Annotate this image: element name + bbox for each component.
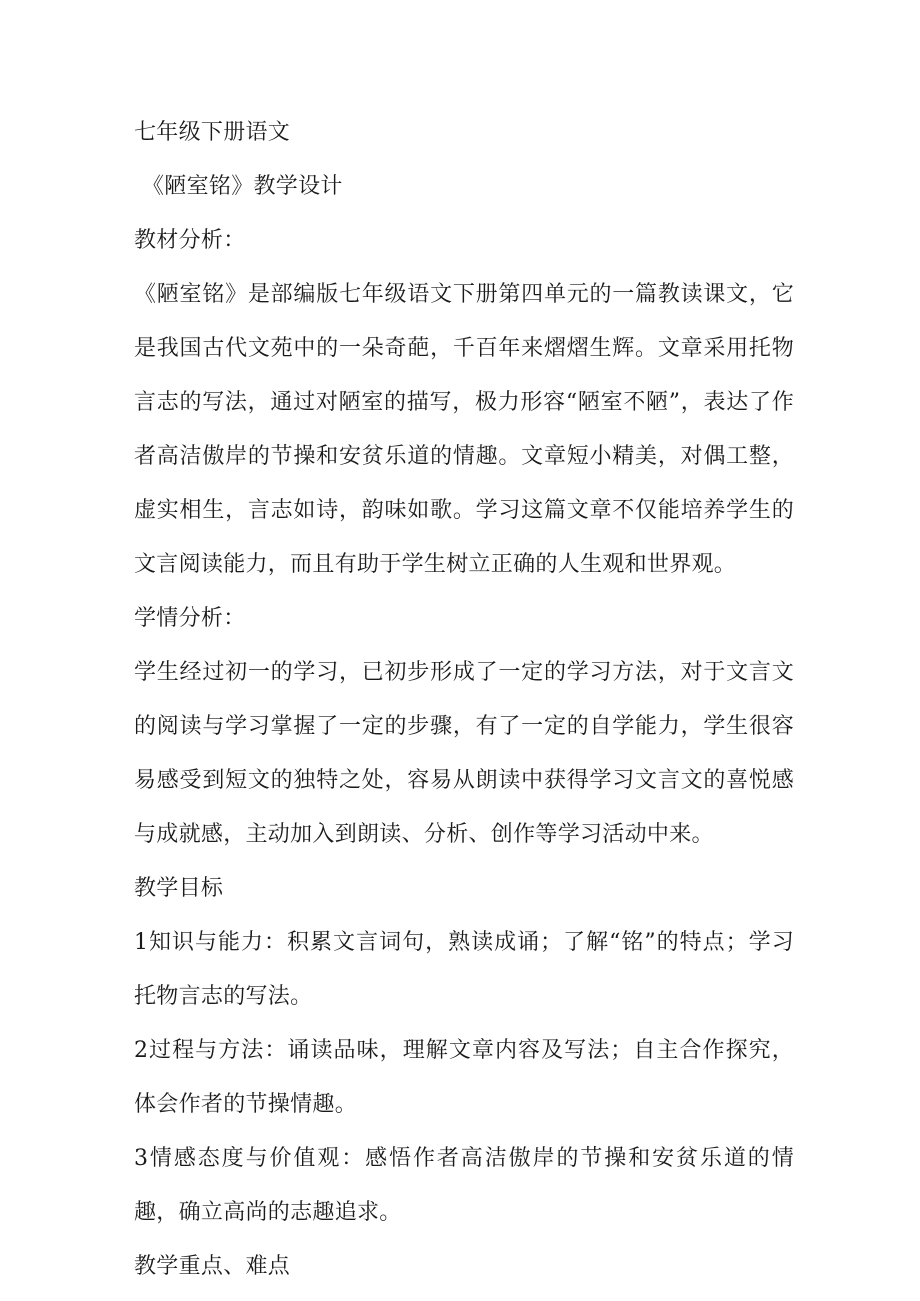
document-content <box>134 106 794 1294</box>
material-analysis-heading: 教材分析： <box>134 228 246 253</box>
goal-item-emotion: 3情感态度与价值观：感悟作者高洁傲岸的节操和安贫乐道的情趣，确立高尚的志趣追求。 <box>134 1146 794 1225</box>
goal-item-knowledge: 1知识与能力：积累文言词句，熟读成诵；了解“铭”的特点；学习托物言志的写法。 <box>134 930 794 1009</box>
teaching-goals-heading: 教学目标 <box>134 876 224 901</box>
material-analysis-paragraph: 《陋室铭》是部编版七年级语文下册第四单元的一篇教读课文，它是我国古代文苑中的一朵奇葩，千百年来熠熠生辉。文章采用托物言志的写法，通过对陋室的描写，极力形容“陋室不陋”，表达了作者高洁傲岸的节操和安贫乐道的情趣。文章短小精美，对偶工整，虚实相生，言志如诗，韵味如歌。学习这篇文章不仅能培养学生的文言阅读能力，而且有助于学生树立正确的人生观和世界观。 <box>134 282 794 577</box>
key-points-heading: 教学重点、难点 <box>134 1254 291 1279</box>
student-analysis-heading: 学情分析： <box>134 606 246 631</box>
goal-item-process: 2过程与方法：诵读品味，理解文章内容及写法；自主合作探究，体会作者的节操情趣。 <box>134 1038 794 1117</box>
document-title: 《陋室铭》教学设计 <box>142 174 343 199</box>
course-label: 七年级下册语文 <box>134 120 291 145</box>
student-analysis-paragraph: 学生经过初一的学习，已初步形成了一定的学习方法，对于文言文的阅读与学习掌握了一定的步骤，有了一定的自学能力，学生很容易感受到短文的独特之处，容易从朗读中获得学习文言文的喜悦感与成就感，主动加入到朗读、分析、创作等学习活动中来。 <box>134 660 794 847</box>
